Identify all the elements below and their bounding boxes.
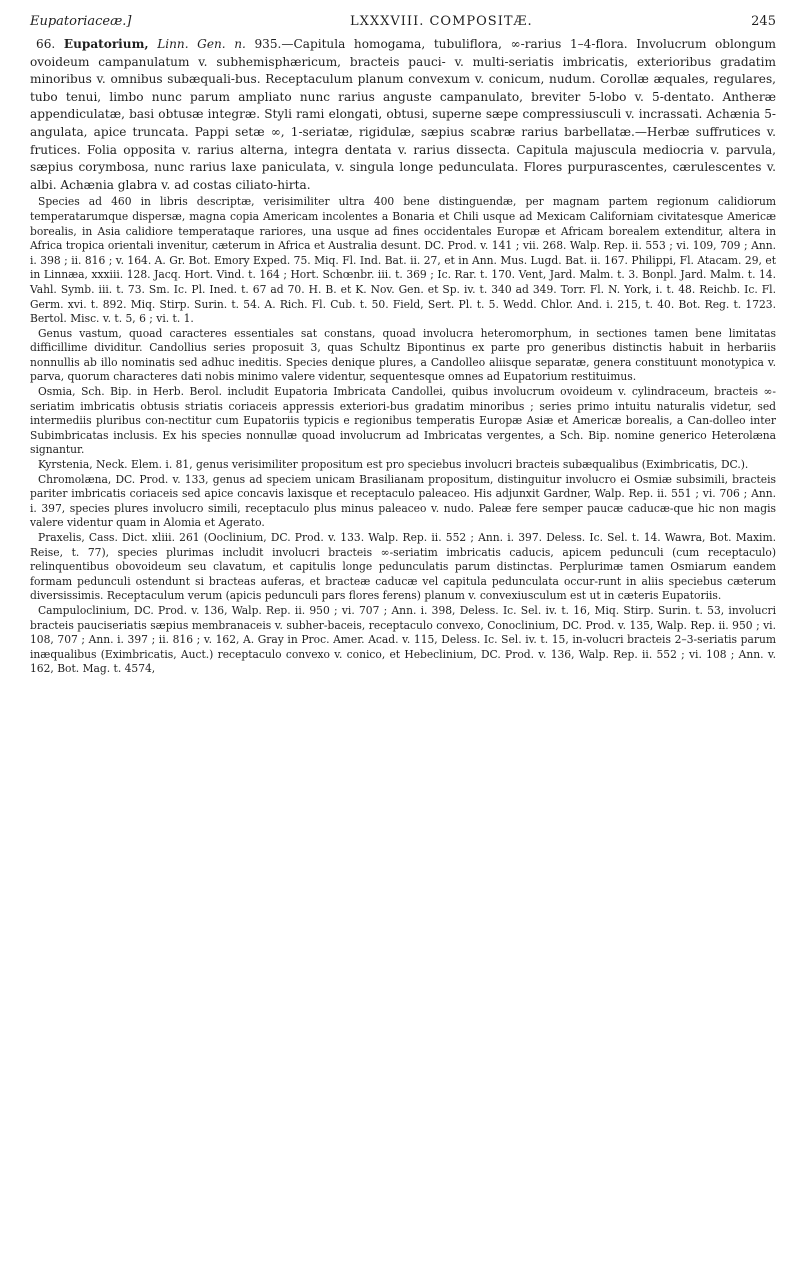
entry-number: 66. (36, 37, 56, 51)
genus-authority: Linn. Gen. n. (157, 37, 246, 51)
genus-description (30, 36, 776, 194)
running-header-title: LXXXVIII. COMPOSITÆ. (350, 14, 533, 29)
running-header (30, 14, 776, 36)
paragraph-sections: Genus vastum, quoad caracteres essentiales sat constans, quoad involucra heteromorphum, in sectiones tamen bene limitatas difficillime dividitur. Candollius series proposuit 3, quas Schultz Bipontinus ex parte pro generibus distinctis habuit in herbariis nonnullis ab illo nominatis sed adhuc ineditis. Species denique plures, a Candolleo aliisque separatæ, genera constituunt monotypica v. parva, quorum characteres dati nobis minimo valere videntur, sequentesque omnes ad Eupatorium restituimus. (30, 326, 776, 384)
paragraph-campuloclinium: Campuloclinium, DC. Prod. v. 136, Walp. Rep. ii. 950 ; vi. 707 ; Ann. i. 398, Deless. Ic. Sel. iv. t. 16, Miq. Stirp. Surin. t. 53, involucri bracteis pauciseriatis sæpius membranaceis v. subher-baceis, receptaculo convexo, Conoclinium, DC. Prod. v. 135, Walp. Rep. ii. 950 ; vi. 108, 707 ; Ann. i. 397 ; ii. 816 ; v. 162, A. Gray in Proc. Amer. Acad. v. 115, Deless. Ic. Sel. iv. t. 15, in-volucri bracteis 2–3-seriatis parum inæqualibus (Eximbricatis, Auct.) receptaculo convexo v. conico, et Hebeclinium, DC. Prod. v. 136, Walp. Rep. ii. 552 ; vi. 108 ; Ann. v. 162, Bot. Mag. t. 4574, (30, 603, 776, 676)
paragraph-kyrstenia: Kyrstenia, Neck. Elem. i. 81, genus verisimiliter propositum est pro speciebus involucri bracteis subæqualibus (Eximbricatis, DC.). (38, 458, 749, 472)
paragraph-osmia: Osmia, Sch. Bip. in Herb. Berol. includit Eupatoria Imbricata Candollei, quibus involucrum ovoideum v. cylindraceum, bracteis ∞-seriatim imbricatis obtusis striatis coriaceis appressis exteriori-bus gradatim minoribus ; series primo intuitu naturalis videtur, sed intermediis pluribus con-nectitur cum Eupatoriis typicis e regionibus temperatis Europæ Asiæ et Americæ borealis, a Can-dolleo inter Subimbricatas inclusis. Ex his species nonnullæ quoad involucrum ad Imbricatas vergentes, a Sch. Bip. nomine generico Heterolæna signantur. (30, 385, 776, 457)
genus-diagnosis: 935.—Capitula homogama, tubuliflora, ∞-rarius 1–4-flora. Involucrum oblongum ovoideum campanulatum v. subhemisphæricum, bracteis pauci- v. multi-seriatis imbricatis, exterioribus gradatim minoribus v. omnibus subæquali-bus. Receptaculum planum convexum v. conicum, nudum. Corollæ æquales, regulares, tubo tenui, limbo nunc parum ampliato nunc rarius anguste campanulato, breviter 5-lobo v. 5-dentato. Antheræ appendiculatæ, basi obtusæ integræ. Styli rami elongati, obtusi, superne sæpe compressiusculi v. incrassati. Achænia 5-angulata, apice truncata. Pappi setæ ∞, 1-seriatæ, rigidulæ, sæpius scabræ rarius barbellatæ.—Herbæ suffrutices v. frutices. Folia opposita v. rarius alterna, integra dentata v. rarius dissecta. Capitula majuscula mediocria v. parvula, sæpius corymbosa, nunc rarius laxe paniculata, v. singula longe pedunculata. Flores purpurascentes, cærulescentes v. albi. Achænia glabra v. ad costas ciliato-hirta. (30, 37, 776, 192)
paragraph-chromolaena: Chromolæna, DC. Prod. v. 133, genus ad speciem unicam Brasilianam propositum, distinguitur involucro ei Osmiæ subsimili, bracteis pariter imbricatis coriaceis sed apice concavis laxisque et receptaculo paleaceo. His adjunxit Gardner, Walp. Rep. ii. 551 ; vi. 706 ; Ann. i. 397, species plures involucro simili, receptaculo plus minus paleaceo v. nudo. Paleæ fere semper paucæ caducæ-que hic non magis valere videntur quam in Alomia et Agerato. (30, 472, 776, 530)
genus-name: Eupatorium, (63, 37, 149, 51)
page-number: 245 (751, 14, 776, 29)
genus-notes (30, 195, 776, 677)
running-header-left: Eupatoriaceæ.] (30, 14, 132, 29)
paragraph-distribution: Species ad 460 in libris descriptæ, verisimiliter ultra 400 bene distinguendæ, per magnam partem regionum calidiorum temperatarumque dispersæ, magna copia Americam incolentes a Bonaria et Chili usque ad Mexicam Californiam civitatesque Americæ borealis, in Asia calidiore temperataque rariores, una usque ad fines occidentales Europæ et Africam borealem extenditur, altera in Africa tropica orientali invenitur, cæterum in Africa et Australia desunt. DC. Prod. v. 141 ; vii. 268. Walp. Rep. ii. 553 ; vi. 109, 709 ; Ann. i. 398 ; ii. 816 ; v. 164. A. Gr. Bot. Emory Exped. 75. Miq. Fl. Ind. Bat. ii. 27, et in Ann. Mus. Lugd. Bat. ii. 167. Philippi, Fl. Atacam. 29, et in Linnæa, xxxiii. 128. Jacq. Hort. Vind. t. 164 ; Hort. Schœnbr. iii. t. 369 ; Ic. Rar. t. 170. Vent, Jard. Malm. t. 3. Bonpl. Jard. Malm. t. 14. Vahl. Symb. iii. t. 73. Sm. Ic. Pl. Ined. t. 67 ad 70. H. B. et K. Nov. Gen. et Sp. iv. t. 340 ad 349. Torr. Fl. N. York, i. t. 48. Reichb. Ic. Fl. Germ. xvi. t. 892. Miq. Stirp. Surin. t. 54. A. Rich. Fl. Cub. t. 50. Field, Sert. Pl. t. 5. Wedd. Chlor. And. i. 215, t. 40. Bot. Reg. t. 1723. Bertol. Misc. v. t. 5, 6 ; vi. t. 1. (30, 195, 776, 326)
paragraph-praxelis: Praxelis, Cass. Dict. xliii. 261 (Ooclinium, DC. Prod. v. 133. Walp. Rep. ii. 552 ; Ann. i. 397. Deless. Ic. Sel. t. 14. Wawra, Bot. Maxim. Reise, t. 77), species plurimas includit involucri bracteis ∞-seriatim imbricatis caducis, apicem pedunculi (cum receptaculo) relinquentibus obovoideum seu clavatum, et capitulis longe pedunculatis parum distinctas. Perplurimæ tamen Osmiarum eandem formam pedunculi ostendunt si bracteas auferas, et bracteæ caducæ vel capitula pedunculata occur-runt in aliis speciebus cæterum diversissimis. Receptaculum verum (apicis pedunculi pars flores ferens) planum v. convexiusculum est ut in cæteris Eupatoriis. (30, 531, 776, 603)
